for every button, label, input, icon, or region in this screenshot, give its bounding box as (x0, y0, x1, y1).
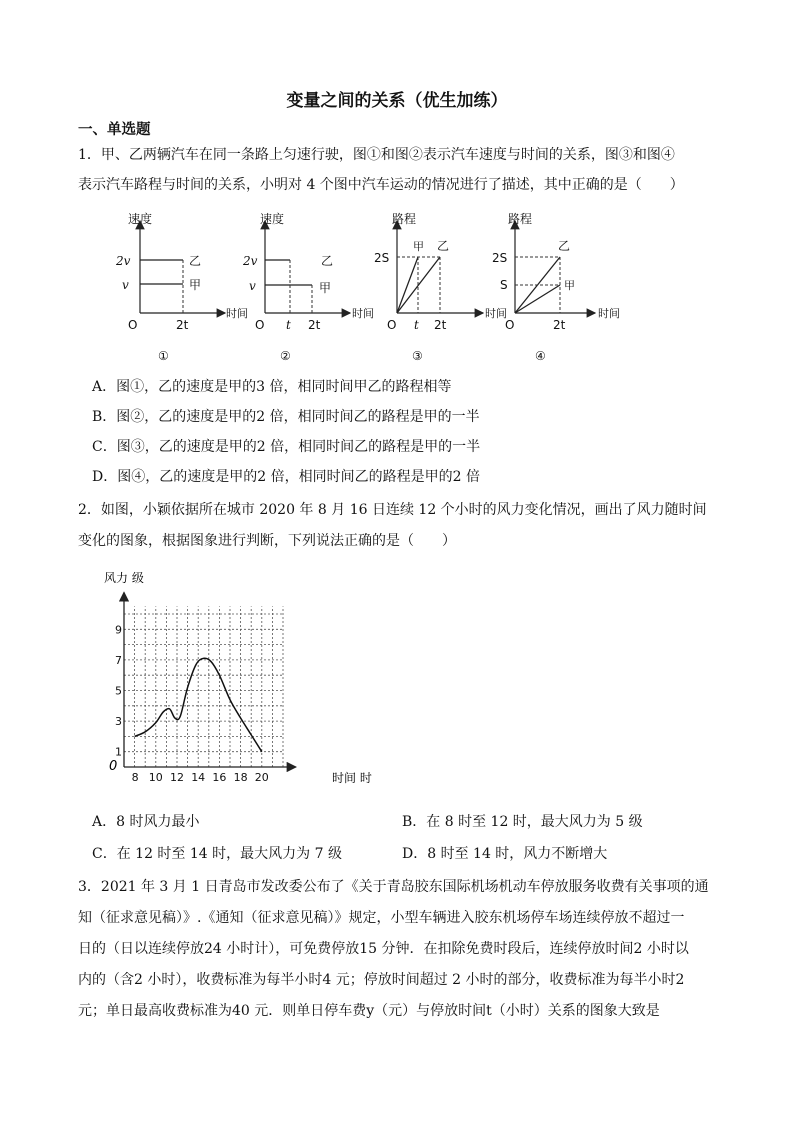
fig2-tick-2t: 2t (308, 318, 321, 332)
x-tick-label: 16 (212, 771, 227, 784)
fig2-tick-2v: 2v (243, 254, 258, 268)
fig4-tick-2t: 2t (553, 318, 566, 332)
fig2-ylabel: 速度 (260, 212, 285, 226)
chart-ylabel: 风力 级 (104, 571, 144, 585)
q1-option-b[interactable]: B．图②，乙的速度是甲的2 倍，相同时间乙的路程是甲的一半 (92, 409, 480, 425)
fig3-ylabel: 路程 (392, 212, 417, 226)
q3-stem-line4: 内的（含2 小时），收费标准为每半小时4 元；停放时间超过 2 小时的部分，收费标准为每半小时2 (78, 972, 685, 988)
chart-xlabel: 时间 时 (332, 771, 372, 785)
fig1-tick-v: v (122, 278, 129, 292)
fig4-tick-s: S (500, 278, 508, 292)
fig4-caption: ④ (535, 349, 546, 363)
x-tick-label: 8 (131, 771, 139, 784)
fig2-caption: ② (280, 349, 291, 363)
fig3-tick-t: t (414, 318, 419, 332)
chart-origin: 0 (109, 759, 118, 774)
fig1-label-jia: 甲 (189, 278, 202, 292)
q2-option-b[interactable]: B．在 8 时至 12 时，最大风力为 5 级 (402, 814, 643, 830)
fig1-tick-2t: 2t (176, 318, 189, 332)
q3-stem-line1: 3．2021 年 3 月 1 日青岛市发改委公布了《关于青岛胶东国际机场机动车停放服务收费有关事项的通 (78, 879, 709, 895)
q1-stem-line1: 1．甲、乙两辆汽车在同一条路上匀速行驶，图①和图②表示汽车速度与时间的关系，图③和图④ (78, 147, 675, 163)
fig1-tick-2v: 2v (116, 254, 131, 268)
q3-stem-line3: 日的（日以连续停放24 小时计），可免费停放15 分钟．在扣除免费时段后，连续停放时间2 小时以 (78, 941, 689, 957)
fig2-label-jia: 甲 (319, 281, 332, 295)
fig1-origin: O (128, 318, 138, 332)
x-tick-label: 20 (254, 771, 269, 784)
fig3-label-jia: 甲 (413, 240, 424, 253)
q1-stem-line2: 表示汽车路程与时间的关系，小明对 4 个图中汽车运动的情况进行了描述，其中正确的是（ ） (78, 177, 684, 193)
q3-stem-line5: 元；单日最高收费标准为40 元．则单日停车费y（元）与停放时间t（小时）关系的图象大致是 (78, 1003, 660, 1019)
page-title: 变量之间的关系（优生加练） (286, 91, 508, 111)
fig1-label-yi: 乙 (189, 254, 202, 268)
figure-1 (115, 211, 248, 363)
fig2-label-yi: 乙 (321, 254, 334, 268)
figure-3 (374, 212, 507, 363)
x-tick-label: 14 (191, 771, 206, 784)
y-tick-label: 1 (115, 745, 122, 759)
q1-figures (100, 205, 640, 370)
q1-option-c[interactable]: C．图③，乙的速度是甲的2 倍，相同时间乙的路程是甲的一半 (92, 439, 481, 455)
fig3-origin: O (387, 318, 397, 332)
y-tick-label: 7 (115, 653, 122, 667)
fig1-caption: ① (158, 349, 169, 363)
x-tick-label: 12 (170, 771, 184, 784)
q2-stem-line2: 变化的图象，根据图象进行判断，下列说法正确的是（ ） (78, 533, 456, 549)
y-tick-label: 5 (115, 684, 122, 698)
fig4-origin: O (505, 318, 515, 332)
q3-stem-line2: 知（征求意见稿）》.《通知（征求意见稿）》规定，小型车辆进入胶东机场停车场连续停放不超过一 (78, 910, 685, 926)
fig4-label-yi: 乙 (558, 239, 571, 253)
wind-chart (100, 568, 390, 793)
q2-option-a[interactable]: A．8 时风力最小 (92, 814, 200, 830)
fig2-xlabel: 时间 (352, 307, 374, 320)
figure-4 (492, 212, 620, 363)
fig4-ylabel: 路程 (508, 212, 533, 226)
y-tick-label: 9 (115, 623, 122, 637)
chart-grid (124, 606, 283, 767)
section-heading: 一、单选题 (78, 121, 151, 138)
fig3-tick-2t: 2t (434, 318, 447, 332)
chart-ticks (115, 623, 269, 784)
q1-option-d[interactable]: D．图④，乙的速度是甲的2 倍，相同时间乙的路程是甲的2 倍 (92, 469, 480, 485)
fig2-tick-t: t (286, 318, 291, 332)
y-tick-label: 3 (115, 715, 122, 729)
fig3-tick-2s: 2S (374, 251, 390, 265)
q2-option-d[interactable]: D．8 时至 14 时，风力不断增大 (402, 846, 608, 862)
fig2-origin: O (255, 318, 265, 332)
fig4-tick-2s: 2S (492, 251, 508, 265)
figure-2 (242, 211, 374, 363)
q1-option-a[interactable]: A．图①，乙的速度是甲的3 倍，相同时间甲乙的路程相等 (92, 379, 452, 395)
fig4-label-jia: 甲 (564, 279, 575, 292)
q2-option-c[interactable]: C．在 12 时至 14 时，最大风力为 7 级 (92, 846, 342, 862)
x-tick-label: 10 (148, 771, 163, 784)
q2-stem-line1: 2．如图，小颖依据所在城市 2020 年 8 月 16 日连续 12 个小时的风力变化情况，画出了风力随时间 (78, 502, 707, 518)
fig1-xlabel: 时间 (226, 307, 248, 320)
fig1-ylabel: 速度 (128, 212, 153, 226)
fig3-label-yi: 乙 (437, 239, 450, 253)
chart-axes (124, 593, 296, 767)
fig2-tick-v: v (249, 279, 256, 293)
fig3-xlabel: 时间 (485, 307, 507, 320)
fig3-caption: ③ (412, 349, 423, 363)
fig4-xlabel: 时间 (598, 307, 620, 320)
x-tick-label: 18 (233, 771, 248, 784)
